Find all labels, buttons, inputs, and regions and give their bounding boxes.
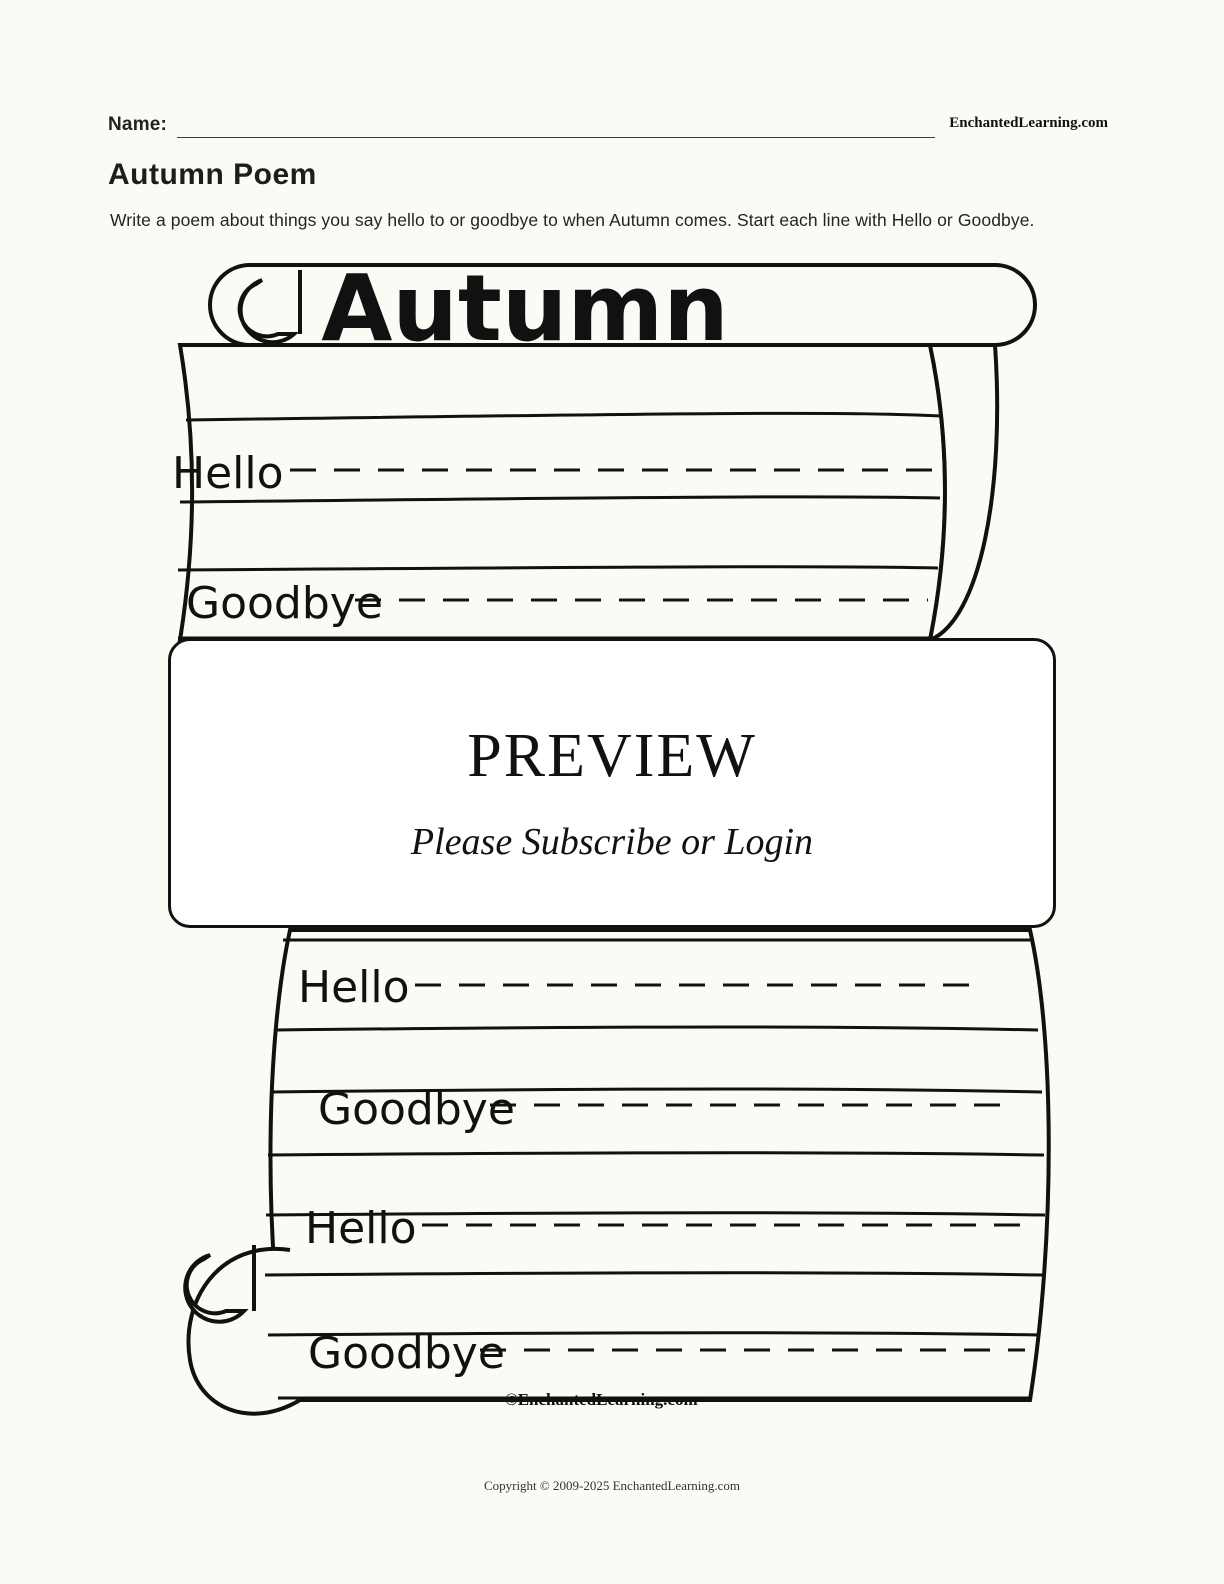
scroll-heading: Autumn [321,255,729,362]
rule-line-solid-5 [283,939,1032,941]
prompt-label-3: Hello [298,962,410,1013]
scroll-credit: ©EnchantedLearning.com [505,1390,698,1409]
name-label: Name: [108,114,168,135]
prompt-label-4: Goodbye [318,1084,515,1135]
name-input-line[interactable] [177,111,935,138]
prompt-label-6: Goodbye [308,1328,505,1379]
instructions-text: Write a poem about things you say hello to or goodbye to when Autumn comes. Start each line with Hello or Goodbye. [110,210,1035,230]
preview-title: PREVIEW [467,721,757,790]
preview-overlay [168,638,1056,928]
name-row [108,104,1108,138]
site-brand: EnchantedLearning.com [949,115,1108,131]
preview-subtitle[interactable]: Please Subscribe or Login [410,820,814,863]
footer-copyright: Copyright © 2009-2025 EnchantedLearning.com [483,1478,741,1493]
prompt-label-5: Hello [305,1203,417,1254]
prompt-label-1: Hello [172,448,284,499]
prompt-label-2: Goodbye [186,578,383,629]
page-title: Autumn Poem [108,158,317,191]
